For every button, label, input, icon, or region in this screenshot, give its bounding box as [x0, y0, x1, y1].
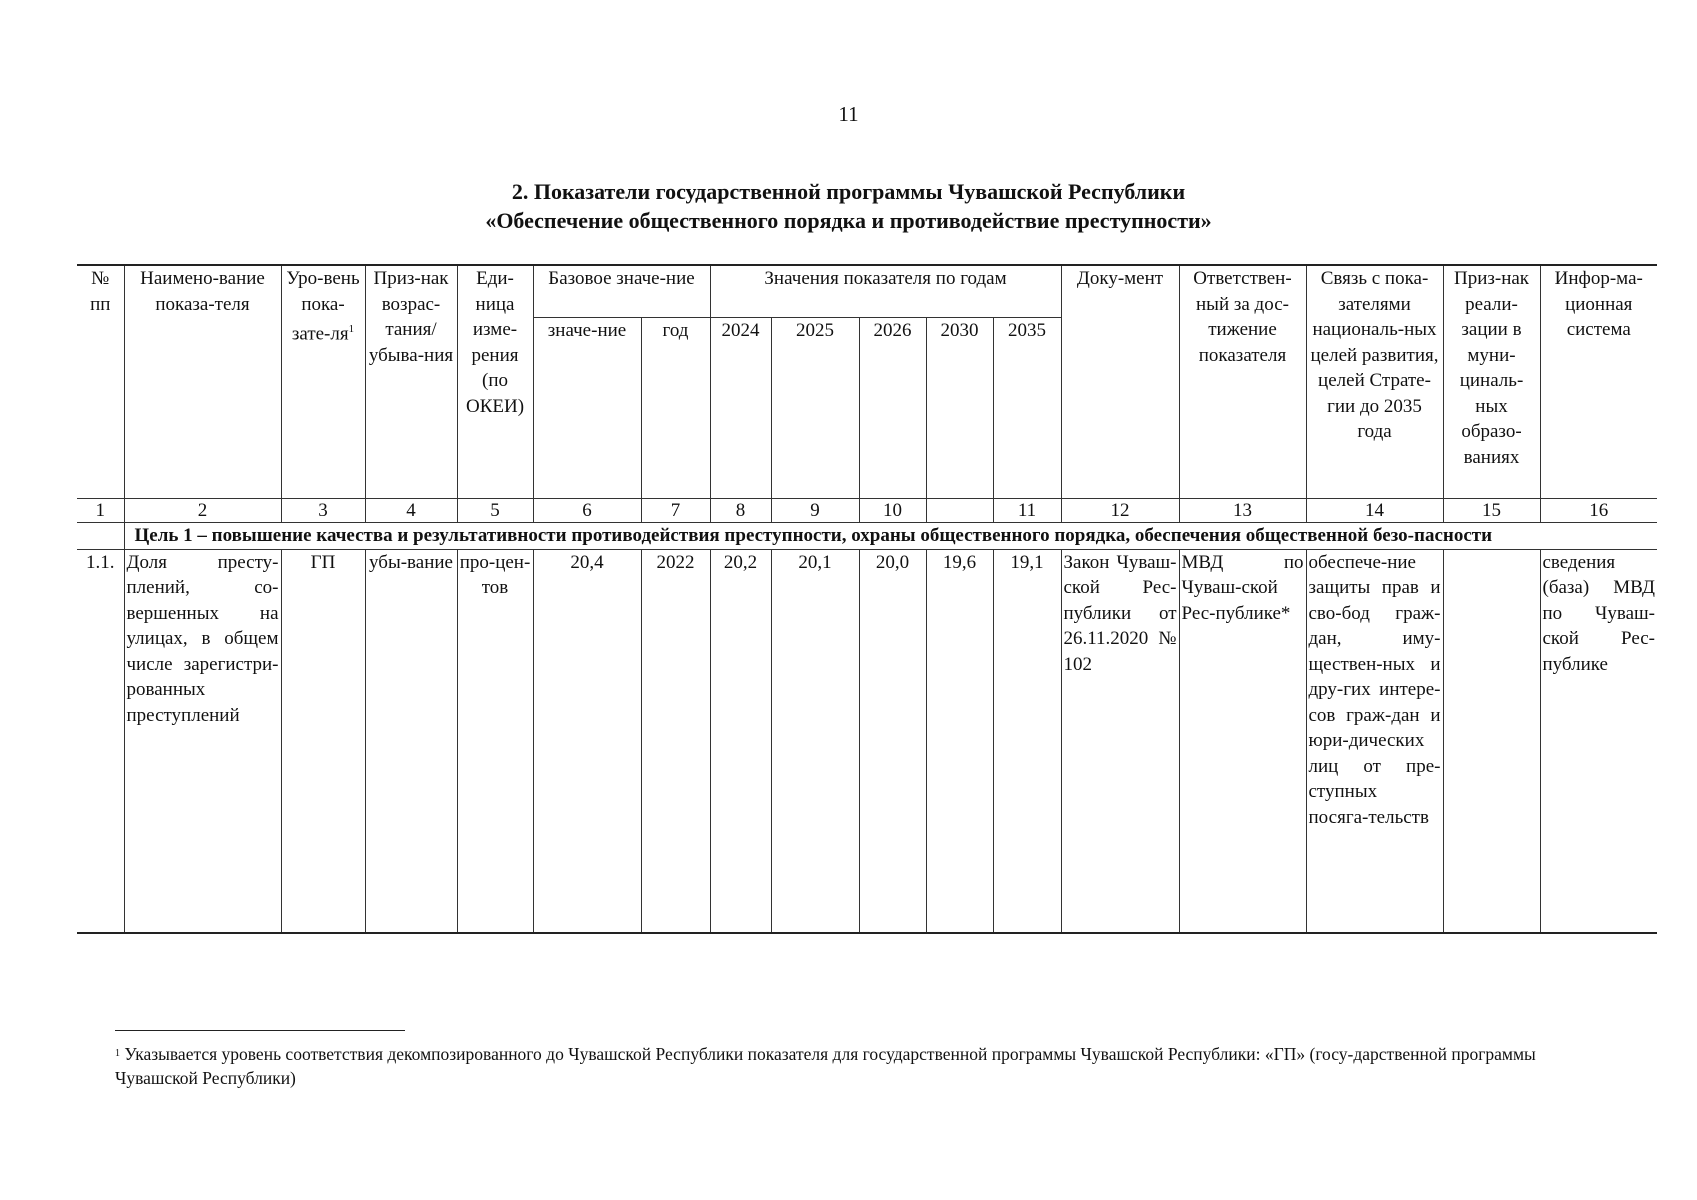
col-num: 14 — [1306, 499, 1443, 523]
row-pp: 1.1. — [77, 549, 124, 933]
row-base-year: 2022 — [641, 549, 710, 933]
row-value-2035: 19,1 — [993, 549, 1061, 933]
col-num: 13 — [1179, 499, 1306, 523]
row-info-system: сведения (база) МВД по Чуваш-ской Рес-публике — [1540, 549, 1657, 933]
column-number-row — [77, 499, 1657, 523]
footnote-mark: 1 — [115, 1048, 120, 1059]
header-document: Доку-мент — [1061, 265, 1179, 499]
header-link: Связь с пока-зателями националь-ных целей развития, целей Страте-гии до 2035 года — [1306, 265, 1443, 499]
row-level: ГП — [281, 549, 365, 933]
footnote — [115, 1042, 1595, 1090]
header-base-year: год — [641, 318, 710, 499]
title-line-2: «Обеспечение общественного порядка и противодействие преступности» — [485, 208, 1212, 233]
row-link: обеспече-ние защиты прав и сво-бод граж-дан, иму-ществен-ных и дру-гих интере-сов граж-дан и юри-дических лиц от пре-ступных посяга-тельств — [1306, 549, 1443, 933]
row-document: Закон Чуваш-ской Рес-публики от 26.11.2020 № 102 — [1061, 549, 1179, 933]
footnote-separator — [115, 1030, 405, 1031]
header-municipal: Приз-нак реали-зации в муни-циналь-ных образо-ваниях — [1443, 265, 1540, 499]
row-municipal — [1443, 549, 1540, 933]
header-year-2025: 2025 — [771, 318, 859, 499]
footnote-ref: 1 — [348, 323, 355, 335]
row-unit: про-цен-тов — [457, 549, 533, 933]
row-responsible: МВД по Чуваш-ской Рес-публике* — [1179, 549, 1306, 933]
header-base-value: значе-ние — [533, 318, 641, 499]
row-value-2025: 20,1 — [771, 549, 859, 933]
col-num: 16 — [1540, 499, 1657, 523]
header-unit: Еди-ница изме-рения (по ОКЕИ) — [457, 265, 533, 499]
col-num — [926, 499, 993, 523]
table-row — [77, 549, 1657, 933]
row-value-2030: 19,6 — [926, 549, 993, 933]
col-num: 1 — [77, 499, 124, 523]
row-name: Доля престу-плений, со-вершенных на улицах, в общем числе зарегистри-рованных преступлений — [124, 549, 281, 933]
page-number: 11 — [838, 102, 859, 126]
header-level-text: Уро-вень пока-зате-ля — [286, 268, 360, 345]
header-year-2026: 2026 — [859, 318, 926, 499]
header-by-years: Значения показателя по годам — [710, 265, 1061, 318]
header-info-system: Инфор-ма-ционная система — [1540, 265, 1657, 499]
col-num: 12 — [1061, 499, 1179, 523]
col-num: 6 — [533, 499, 641, 523]
header-base: Базовое значе-ние — [533, 265, 710, 318]
goal-empty-cell — [77, 523, 124, 550]
header-year-2030: 2030 — [926, 318, 993, 499]
col-num: 4 — [365, 499, 457, 523]
header-pp: № пп — [77, 265, 124, 499]
col-num: 10 — [859, 499, 926, 523]
footnote-text: Указывается уровень соответствия декомпозированного до Чувашской Республики показателя для государственной программы Чувашской Республики: «ГП» (госу-дарственной программы Чувашской Республики) — [115, 1044, 1536, 1088]
row-value-2024: 20,2 — [710, 549, 771, 933]
col-num: 2 — [124, 499, 281, 523]
col-num: 11 — [993, 499, 1061, 523]
header-year-2035: 2035 — [993, 318, 1061, 499]
indicators-table — [77, 264, 1657, 934]
col-num: 3 — [281, 499, 365, 523]
header-responsible: Ответствен-ный за дос-тижение показателя — [1179, 265, 1306, 499]
header-name: Наимено-вание показа-теля — [124, 265, 281, 499]
col-num: 8 — [710, 499, 771, 523]
col-num: 7 — [641, 499, 710, 523]
col-num: 9 — [771, 499, 859, 523]
col-num: 15 — [1443, 499, 1540, 523]
header-sign: Приз-нак возрас-тания/ убыва-ния — [365, 265, 457, 499]
goal-row — [77, 523, 1657, 550]
row-value-2026: 20,0 — [859, 549, 926, 933]
document-title — [0, 177, 1697, 235]
goal-text: Цель 1 – повышение качества и результативности противодействия преступности, охраны общественного порядка, обеспечения общественной безо-пасности — [124, 523, 1657, 550]
row-sign: убы-вание — [365, 549, 457, 933]
header-year-2024: 2024 — [710, 318, 771, 499]
title-line-1: 2. Показатели государственной программы Чувашской Республики — [511, 179, 1186, 204]
row-base-value: 20,4 — [533, 549, 641, 933]
header-level — [281, 265, 365, 499]
header-row-1 — [77, 265, 1657, 318]
col-num: 5 — [457, 499, 533, 523]
